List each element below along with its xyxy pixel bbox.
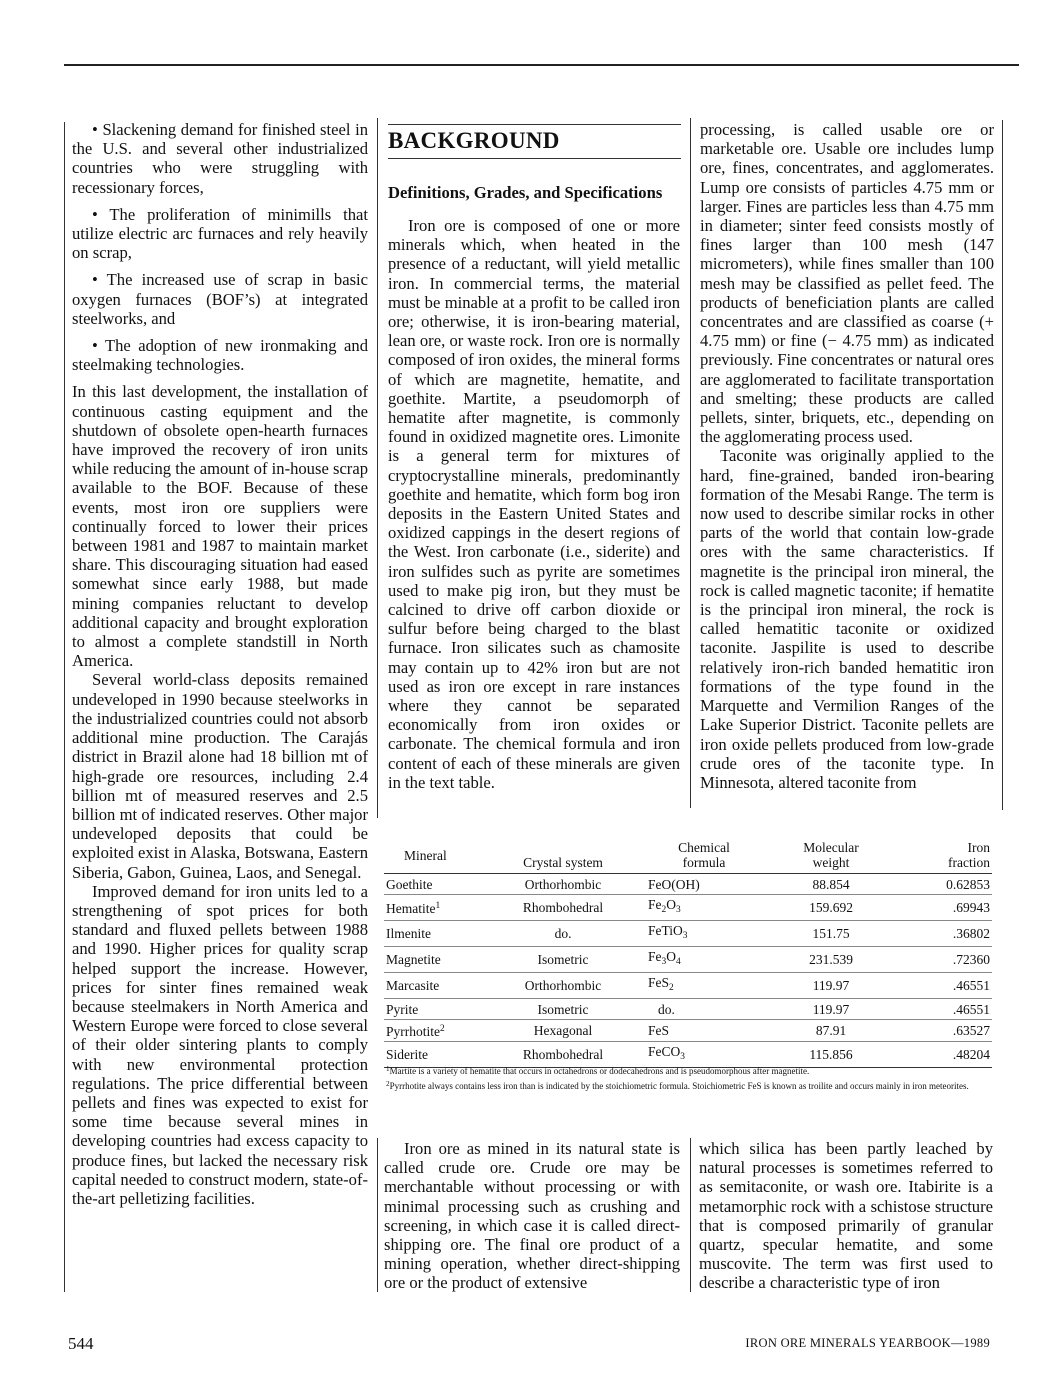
cell-system: Rhombohedral <box>488 895 638 921</box>
right-column <box>700 120 994 792</box>
cell-system: Rhombohedral <box>488 1042 638 1068</box>
body-paragraph: Iron ore as mined in its natural state is called crude ore. Crude ore may be merchantable without processing or with minimal processing such as crushing and screening, in which case it is called direct-shipping ore. The final ore product of a mining operation, whether direct-shipping ore or the product of extensive <box>384 1139 680 1293</box>
left-column <box>72 120 368 1208</box>
cell-weight: 115.856 <box>770 1042 892 1068</box>
body-paragraph: processing, is called usable ore or marketable ore. Usable ore includes lump ore, fines, concentrates, and agglomerates. Lump ore consists of particles 4.75 mm or larger. Fines are particles less than 4.75 mm in diameter; sinter feed consists mostly of fines larger than 100 mesh (147 micrometers), while fines smaller than 100 mesh may be classified as pellet feed. The products of beneficiation plants are called concentrates and are classified as coarse (+ 4.75 mm) or fine (− 4.75 mm) as indicated previously. Fine concentrates or natural ores are agglomerated to facilitate transportation and smelting; these products are called pellets, sinter, briquets, etc., depending on the agglomerating process used. <box>700 120 994 447</box>
column-divider-bottom-left <box>377 1138 378 1292</box>
bottom-right-column <box>699 1139 993 1293</box>
footnote-ref: 1 <box>435 901 441 911</box>
table-row <box>384 1020 992 1042</box>
cell-formula: FeTiO$_3$ <box>638 921 770 947</box>
cell-fraction: .36802 <box>892 921 992 947</box>
cell-fraction: .72360 <box>892 947 992 973</box>
cell-weight: 231.539 <box>770 947 892 973</box>
col-header-chemical-formula: Chemical formula <box>638 836 770 874</box>
bullet-item: • Slackening demand for finished steel in the U.S. and several other industrialized countries who were struggling with recessionary forces, <box>72 120 368 197</box>
cell-mineral: Ilmenite <box>384 921 488 947</box>
cell-weight: 87.91 <box>770 1020 892 1042</box>
cell-fraction: 0.62853 <box>892 874 992 895</box>
cell-mineral: Magnetite <box>384 947 488 973</box>
column-divider-bottom-middle <box>690 1138 691 1292</box>
cell-system: Orthorhombic <box>488 874 638 895</box>
column-divider-left <box>64 122 65 1292</box>
footnote: $^1$Martite is a variety of hematite that occurs in octahedrons or dodecahedrons and is pseudomorphous after magnetite. <box>386 1065 810 1076</box>
table-row <box>384 895 992 921</box>
cell-fraction: .46551 <box>892 973 992 999</box>
running-footer: IRON ORE MINERALS YEARBOOK—1989 <box>745 1336 990 1350</box>
table-footnotes <box>386 1063 992 1093</box>
cell-weight: 119.97 <box>770 999 892 1020</box>
cell-fraction: .48204 <box>892 1042 992 1068</box>
cell-formula: FeO(OH) <box>638 874 770 895</box>
footnote: $^2$Pyrrhotite always contains less iron than is indicated by the stoichiometric formula. Stoichiometric FeS is known as troilite and occurs mainly in iron meteorites. <box>386 1080 969 1091</box>
bullet-item: • The proliferation of minimills that utilize electric arc furnaces and rely heavily on scrap, <box>72 204 368 263</box>
top-rule <box>64 64 1019 66</box>
cell-mineral: Siderite <box>384 1042 488 1068</box>
cell-system: Orthorhombic <box>488 973 638 999</box>
bottom-middle-column <box>384 1139 680 1293</box>
cell-mineral: Pyrrhotite$^2$ <box>384 1020 488 1042</box>
table-row <box>384 947 992 973</box>
mineral-table <box>384 836 992 1068</box>
cell-fraction: .69943 <box>892 895 992 921</box>
column-divider-middle-right <box>690 118 691 808</box>
section-rule-bottom <box>388 158 681 159</box>
page-number: 544 <box>68 1334 94 1353</box>
cell-weight: 159.692 <box>770 895 892 921</box>
cell-mineral: Pyrite <box>384 999 488 1020</box>
column-divider-right <box>1002 120 1003 810</box>
body-paragraph: Taconite was originally applied to the hard, fine-grained, banded iron-bearing formation of the Mesabi Range. The term is now used to describe similar rocks in other parts of the world that contain low-grade ores with the same characteristics. If magnetite is the principal iron mineral, the rock is called magnetic taconite; if hematite is the principal iron mineral, the rock is called hematitic taconite or oxidized taconite. Jaspilite is used to describe relatively iron-rich banded hematitic iron formations of the type found in the Marquette and Vermilion Ranges of the Lake Superior District. Taconite pellets are iron oxide pellets produced from low-grade crude ores of the taconite type. In Minnesota, altered taconite from <box>700 446 994 792</box>
cell-weight: 88.854 <box>770 874 892 895</box>
col-header-iron-fraction: Iron fraction <box>892 836 992 874</box>
cell-formula: FeCO$_3$ <box>638 1042 770 1068</box>
body-paragraph: Iron ore is composed of one or more minerals which, when heated in the presence of a reductant, will yield metallic iron. In commercial terms, the material must be minable at a profit to be called iron ore; otherwise, it is iron-bearing material, lean ore, or waste rock. Iron ore is normally composed of iron oxides, the mineral forms of which are magnetite, hematite, and goethite. Martite, a pseudomorph of hematite after magnetite, is commonly found in oxidized magnetite ores. Limonite is a general term for mixtures of cryptocrystalline minerals, predominantly goethite and hematite, which form bog iron deposits in the Eastern United States and oxidized cappings in the desert regions of the West. Iron carbonate (i.e., siderite) and iron sulfides such as pyrite are sometimes used to make pig iron, but they must be calcined to drive off carbon dioxide or sulfur before being charged to the blast furnace. Iron silicates such as chamosite may contain up to 42% iron but are not used as iron ore except in rare instances where they cannot be separated economically from iron oxides or carbonate. The chemical formula and iron content of each of these minerals are given in the text table. <box>388 216 680 792</box>
cell-formula: FeS <box>638 1020 770 1042</box>
cell-weight: 151.75 <box>770 921 892 947</box>
body-paragraph: In this last development, the installation of continuous casting equipment and the shutdown of obsolete open-hearth furnaces have improved the recovery of iron units while reducing the amount of in-house scrap available to the BOF. Because of these events, most iron ore suppliers were continually forced to lower their prices between 1981 and 1987 to maintain market share. This discouraging situation had eased somewhat since early 1988, but made mining companies reluctant to develop additional capacity and brought exploration to almost a complete standstill in North America. <box>72 382 368 671</box>
cell-mineral: Hematite$^1$ <box>384 895 488 921</box>
col-header-mineral: Mineral <box>384 836 488 874</box>
section-rule-top <box>388 124 681 125</box>
body-paragraph: Several world-class deposits remained undeveloped in 1990 because steelworks in the industrialized countries could not absorb additional mine production. The Carajás district in Brazil alone had 18 billion mt of high-grade ore resources, including 2.4 billion mt of measured reserves and 2.5 billion mt of indicated reserves. Other major undeveloped deposits that could be exploited exist in Alaska, Botswana, Eastern Siberia, Gabon, Guinea, Laos, and Senegal. <box>72 670 368 882</box>
column-divider-left-middle <box>377 118 378 818</box>
body-paragraph: Improved demand for iron units led to a strengthening of spot prices for both standard and fluxed pellets between 1988 and 1990. Higher prices for quality scrap helped support the increase. However, prices for sinter fines remained weak because steelmakers in North America and Western Europe were forced to close several of their older sintering plants to comply with new environmental protection regulations. The price differential between pellets and fines was expected to exist for some time because several mines in developing countries had excess capacity to produce fines, but lacked the necessary risk capital needed to construct modern, state-of-the-art pelletizing facilities. <box>72 881 368 1208</box>
cell-fraction: .46551 <box>892 999 992 1020</box>
footnote-ref: 2 <box>440 1024 445 1034</box>
cell-mineral: Goethite <box>384 874 488 895</box>
section-heading: BACKGROUND <box>388 128 560 153</box>
cell-formula: FeS$_2$ <box>638 973 770 999</box>
cell-fraction: .63527 <box>892 1020 992 1042</box>
cell-mineral: Marcasite <box>384 973 488 999</box>
cell-system: do. <box>488 921 638 947</box>
cell-system: Isometric <box>488 999 638 1020</box>
cell-formula: do. <box>638 999 770 1020</box>
col-header-crystal-system: Crystal system <box>488 836 638 874</box>
table-row <box>384 999 992 1020</box>
table-row <box>384 921 992 947</box>
cell-formula: $Fe_3O_4$ <box>638 947 770 973</box>
col-header-molecular-weight: Molecular weight <box>770 836 892 874</box>
cell-system: Isometric <box>488 947 638 973</box>
bullet-item: • The adoption of new ironmaking and steelmaking technologies. <box>72 336 368 375</box>
cell-system: Hexagonal <box>488 1020 638 1042</box>
bullet-item: • The increased use of scrap in basic oxygen furnaces (BOF’s) at integrated steelworks, and <box>72 270 368 328</box>
body-paragraph: which silica has been partly leached by natural processes is sometimes referred to as semitaconite, or wash ore. Itabirite is a metamorphic rock with a schistose structure that is composed primarily of granular quartz, specular hematite, and some muscovite. The term was first used to describe a characteristic type of iron <box>699 1139 993 1293</box>
table-row <box>384 973 992 999</box>
cell-weight: 119.97 <box>770 973 892 999</box>
middle-column <box>388 216 680 792</box>
table-header-row <box>384 836 992 874</box>
cell-formula: $Fe_2O_3$ <box>638 895 770 921</box>
table-row <box>384 874 992 895</box>
subheading: Definitions, Grades, and Specifications <box>388 183 663 202</box>
